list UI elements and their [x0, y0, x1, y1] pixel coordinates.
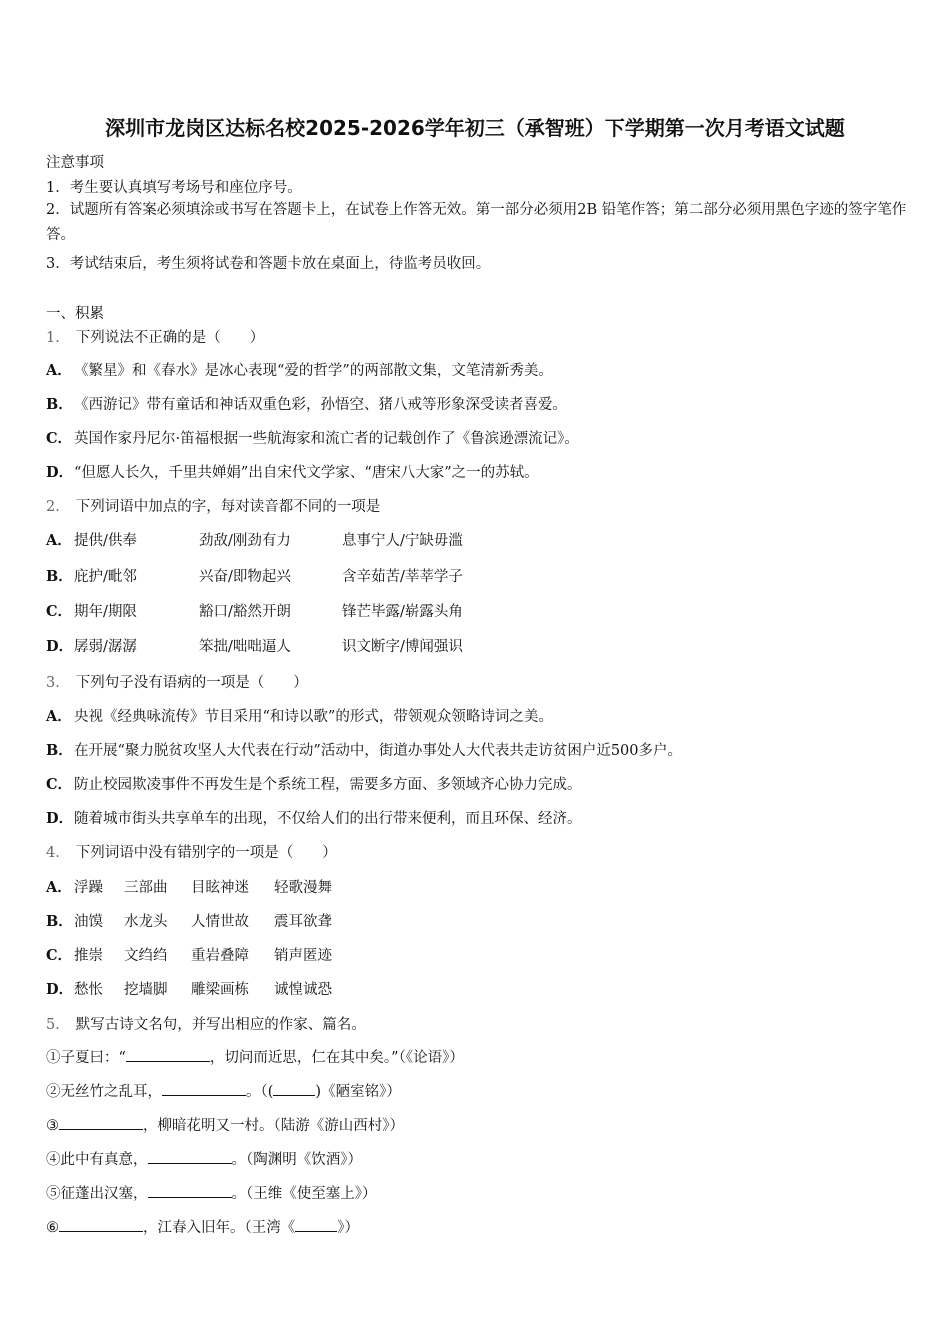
option-letter: C． — [46, 776, 73, 793]
option-row — [46, 705, 553, 726]
option-word: 目眩神迷 — [191, 880, 249, 896]
item-mark: ⑥ — [46, 1220, 59, 1236]
option-pair: 锋芒毕露/崭露头角 — [342, 604, 463, 620]
fill-blank-row — [46, 1046, 464, 1067]
item-suffix: 。（陶渊明《饮酒》） — [231, 1152, 362, 1168]
answer-blank[interactable] — [148, 1151, 232, 1164]
item-prefix: 无丝竹之乱耳， — [60, 1084, 162, 1100]
answer-blank[interactable] — [273, 1083, 315, 1096]
option-row — [46, 359, 553, 380]
option-pair: 兴奋/即物起兴 — [199, 569, 291, 585]
item-mark: ② — [46, 1084, 61, 1100]
notice-heading: 注意事项 — [46, 155, 104, 171]
option-word: 三部曲 — [124, 880, 168, 896]
option-text: 随着城市街头共享单车的出现，不仅给人们的出行带来便利，而且环保、经济。 — [74, 811, 582, 827]
option-text: 在开展“聚力脱贫攻坚人大代表在行动”活动中，街道办事处人大代表共走访贫困户近500多户。 — [74, 743, 682, 759]
question-stem — [46, 495, 380, 516]
option-pair: 笨拙/咄咄逼人 — [199, 639, 291, 655]
option-row — [46, 635, 463, 656]
option-row — [46, 529, 463, 550]
option-row — [46, 944, 332, 965]
option-text: 《西游记》带有童话和神话双重色彩，孙悟空、猪八戒等形象深受读者喜爱。 — [74, 397, 567, 413]
item-suffix: ，柳暗花明又一村。（陆游《游山西村》） — [143, 1118, 404, 1134]
question-text: 下列说法不正确的是（ ） — [75, 330, 265, 346]
option-letter: A． — [46, 362, 72, 379]
option-text: 防止校园欺凌事件不再发生是个系统工程，需要多方面、多领域齐心协力完成。 — [74, 777, 582, 793]
option-pair: 提供/供奉 — [74, 533, 137, 549]
option-pair: 识文断字/博闻强识 — [342, 639, 463, 655]
option-letter: C． — [46, 603, 73, 620]
fill-blank-row — [46, 1182, 377, 1203]
option-word: 销声匿迹 — [274, 948, 332, 964]
answer-blank[interactable] — [162, 1083, 246, 1096]
option-word: 水龙头 — [124, 914, 168, 930]
option-row — [46, 807, 582, 828]
option-row — [46, 876, 332, 897]
option-letter: B． — [46, 396, 73, 413]
item-suffix: 。（王维《使至塞上》） — [231, 1186, 377, 1202]
option-letter: B． — [46, 742, 73, 759]
question-stem — [46, 1013, 366, 1034]
option-word: 文绉绉 — [124, 948, 168, 964]
option-word: 挖墙脚 — [124, 982, 168, 998]
fill-blank-row — [46, 1114, 404, 1135]
option-letter: C． — [46, 947, 73, 964]
option-word: 人情世故 — [191, 914, 249, 930]
page-title: 深圳市龙岗区达标名校2025-2026学年初三（承智班）下学期第一次月考语文试题 — [105, 116, 845, 140]
option-pair: 含辛茹苦/莘莘学子 — [342, 569, 463, 585]
question-number: 4． — [46, 845, 70, 861]
option-text: 《繁星》和《春水》是冰心表现“爱的哲学”的两部散文集，文笔清新秀美。 — [74, 363, 553, 379]
option-word: 轻歌漫舞 — [274, 880, 332, 896]
item-mark: ① — [46, 1050, 61, 1066]
answer-blank[interactable] — [295, 1219, 337, 1232]
option-pair: 豁口/豁然开朗 — [199, 604, 291, 620]
option-pair: 期年/期限 — [74, 604, 137, 620]
answer-blank[interactable] — [59, 1117, 143, 1130]
option-letter: D． — [46, 464, 74, 481]
answer-blank[interactable] — [59, 1219, 143, 1232]
option-letter: D． — [46, 638, 74, 655]
option-row — [46, 600, 463, 621]
question-stem — [46, 671, 308, 692]
question-stem — [46, 841, 337, 862]
item-suffix: 》） — [337, 1220, 359, 1236]
option-row — [46, 461, 539, 482]
question-number: 2． — [46, 499, 70, 515]
option-letter: A． — [46, 708, 72, 725]
question-stem — [46, 326, 264, 347]
section-heading: 一、积累 — [46, 306, 104, 322]
option-pair: 劲敌/刚劲有力 — [199, 533, 291, 549]
question-number: 1． — [46, 330, 70, 346]
option-word: 诚惶诚恐 — [274, 982, 332, 998]
option-row — [46, 565, 463, 586]
option-row — [46, 427, 579, 448]
option-word: 油馍 — [74, 914, 103, 930]
item-middle: ，江春入旧年。（王湾《 — [143, 1220, 296, 1236]
notice-item: 1．考生要认真填写考场号和座位序号。 — [46, 180, 302, 196]
option-letter: D． — [46, 981, 74, 998]
item-mark: ③ — [46, 1118, 59, 1134]
question-number: 3． — [46, 675, 70, 691]
option-letter: B． — [46, 913, 73, 930]
option-pair: 息事宁人/宁缺毋滥 — [342, 533, 463, 549]
option-row — [46, 739, 682, 760]
question-number: 5． — [46, 1017, 70, 1033]
fill-blank-row — [46, 1148, 362, 1169]
question-text: 下列句子没有语病的一项是（ ） — [75, 675, 308, 691]
option-letter: A． — [46, 879, 72, 896]
item-middle: 。（( — [246, 1084, 274, 1100]
option-word: 愁怅 — [74, 982, 103, 998]
option-row — [46, 910, 332, 931]
notice-item: 3．考试结束后，考生须将试卷和答题卡放在桌面上，待监考员收回。 — [46, 256, 491, 272]
answer-blank[interactable] — [148, 1185, 232, 1198]
option-row — [46, 978, 332, 999]
item-mark: ④ — [46, 1152, 61, 1168]
option-row — [46, 773, 582, 794]
answer-blank[interactable] — [126, 1049, 210, 1062]
item-prefix: 此中有真意， — [60, 1152, 148, 1168]
option-word: 雕梁画栋 — [191, 982, 249, 998]
option-word: 推崇 — [74, 948, 103, 964]
option-text: 央视《经典咏流传》节目采用“和诗以歌”的形式，带领观众领略诗词之美。 — [74, 709, 553, 725]
notice-item: 2．试题所有答案必须填涂或书写在答题卡上，在试卷上作答无效。第一部分必须用2B 铅笔作答；第二部分必须用黑色字迹的签字笔作答。 — [46, 202, 907, 243]
option-text: “但愿人长久，千里共婵娟”出自宋代文学家、“唐宋八大家”之一的苏轼。 — [74, 465, 539, 481]
option-word: 震耳欲聋 — [274, 914, 332, 930]
question-text: 下列词语中没有错别字的一项是（ ） — [75, 845, 337, 861]
item-prefix: 征蓬出汉塞， — [60, 1186, 148, 1202]
item-suffix: ，切问而近思，仁在其中矣。”（《论语》） — [209, 1050, 464, 1066]
option-letter: B． — [46, 568, 73, 585]
item-prefix: 子夏曰：“ — [60, 1050, 126, 1066]
option-letter: C． — [46, 430, 73, 447]
option-text: 英国作家丹尼尔·笛福根据一些航海家和流亡者的记载创作了《鲁滨逊漂流记》。 — [74, 431, 579, 447]
option-word: 重岩叠障 — [191, 948, 249, 964]
option-word: 浮躁 — [74, 880, 103, 896]
question-text: 默写古诗文名句，并写出相应的作家、篇名。 — [75, 1017, 366, 1033]
fill-blank-row — [46, 1216, 359, 1237]
option-row — [46, 393, 567, 414]
fill-blank-row — [46, 1080, 401, 1101]
option-pair: 孱弱/潺潺 — [74, 639, 137, 655]
option-letter: A． — [46, 532, 72, 549]
option-pair: 庇护/毗邻 — [74, 569, 137, 585]
item-mark: ⑤ — [46, 1186, 61, 1202]
question-text: 下列词语中加点的字，每对读音都不同的一项是 — [75, 499, 381, 515]
option-letter: D． — [46, 810, 74, 827]
item-suffix: )《陋室铭》） — [315, 1084, 401, 1100]
